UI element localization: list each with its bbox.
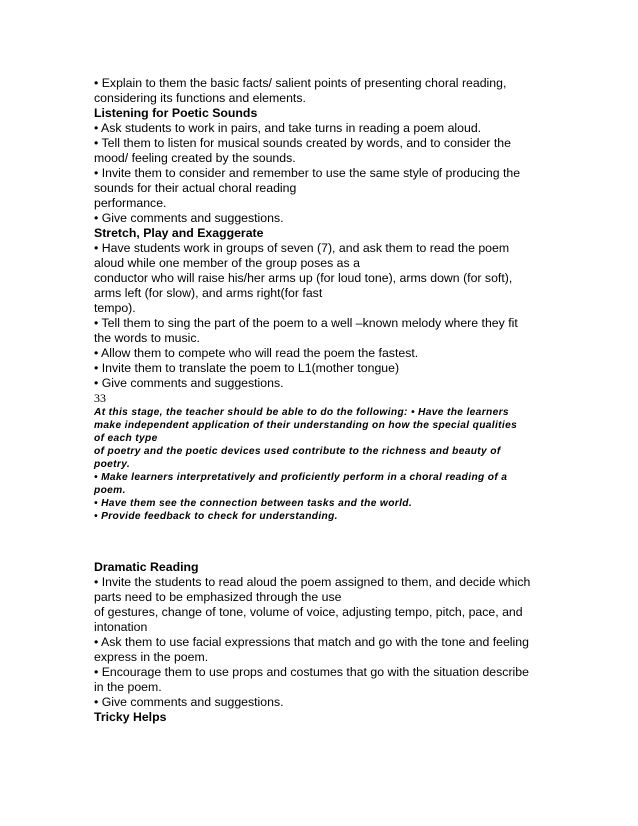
assessment-line: • Make learners interpretatively and proficiently perform in a choral reading of a (94, 472, 508, 483)
assessment-line: of poetry and the poetic devices used contribute to the richness and beauty of (94, 446, 501, 457)
body-line: • Invite the students to read aloud the poem assigned to them, and decide which (94, 575, 531, 589)
intro-line: • Explain to them the basic facts/ salient points of presenting choral reading, (94, 76, 507, 90)
body-line: mood/ feeling created by the sounds. (94, 151, 296, 165)
body-line: • Give comments and suggestions. (94, 695, 284, 709)
body-line: of gestures, change of tone, volume of voice, adjusting tempo, pitch, pace, and (94, 605, 523, 619)
body-line: the words to music. (94, 331, 200, 345)
body-line: • Give comments and suggestions. (94, 211, 284, 225)
body-line: • Give comments and suggestions. (94, 376, 284, 390)
document-page (94, 76, 554, 725)
body-line: • Encourage them to use props and costumes that go with the situation describe (94, 665, 529, 679)
body-line: conductor who will raise his/her arms up (for loud tone), arms down (for soft), (94, 271, 513, 285)
assessment-line: poem. (94, 485, 126, 496)
body-line: tempo). (94, 301, 136, 315)
page-number: 33 (94, 391, 106, 405)
body-line: • Ask students to work in pairs, and take turns in reading a poem aloud. (94, 121, 482, 135)
section-heading: Listening for Poetic Sounds (94, 106, 258, 120)
body-line: • Tell them to sing the part of the poem to a well –known melody where they fit (94, 316, 518, 330)
section-heading: Dramatic Reading (94, 560, 199, 574)
body-line: performance. (94, 196, 167, 210)
body-line: in the poem. (94, 680, 162, 694)
assessment-line: of each type (94, 433, 158, 444)
body-line: • Invite them to consider and remember to use the same style of producing the (94, 166, 521, 180)
assessment-line: poetry. (94, 459, 131, 470)
body-line: sounds for their actual choral reading (94, 181, 297, 195)
body-line: arms left (for slow), and arms right(for fast (94, 286, 323, 300)
body-line: intonation (94, 620, 148, 634)
body-line: aloud while one member of the group poses as a (94, 256, 360, 270)
body-line: • Tell them to listen for musical sounds created by words, and to consider the (94, 136, 511, 150)
assessment-line: • Provide feedback to check for understanding. (94, 511, 338, 522)
body-line: express in the poem. (94, 650, 209, 664)
section-heading: Tricky Helps (94, 710, 167, 724)
body-line: • Have students work in groups of seven (7), and ask them to read the poem (94, 241, 510, 255)
body-line: • Allow them to compete who will read the poem the fastest. (94, 346, 419, 360)
body-line: • Ask them to use facial expressions that match and go with the tone and feeling (94, 635, 529, 649)
intro-line: considering its functions and elements. (94, 91, 306, 105)
body-line: parts need to be emphasized through the use (94, 590, 342, 604)
assessment-line: make independent application of their understanding on how the special qualities (94, 420, 518, 431)
assessment-line: At this stage, the teacher should be able to do the following: • Have the learners (94, 407, 509, 418)
assessment-line: • Have them see the connection between tasks and the world. (94, 498, 413, 509)
body-line: • Invite them to translate the poem to L1(mother tongue) (94, 361, 400, 375)
spacer (94, 523, 554, 560)
section-heading: Stretch, Play and Exaggerate (94, 226, 264, 240)
